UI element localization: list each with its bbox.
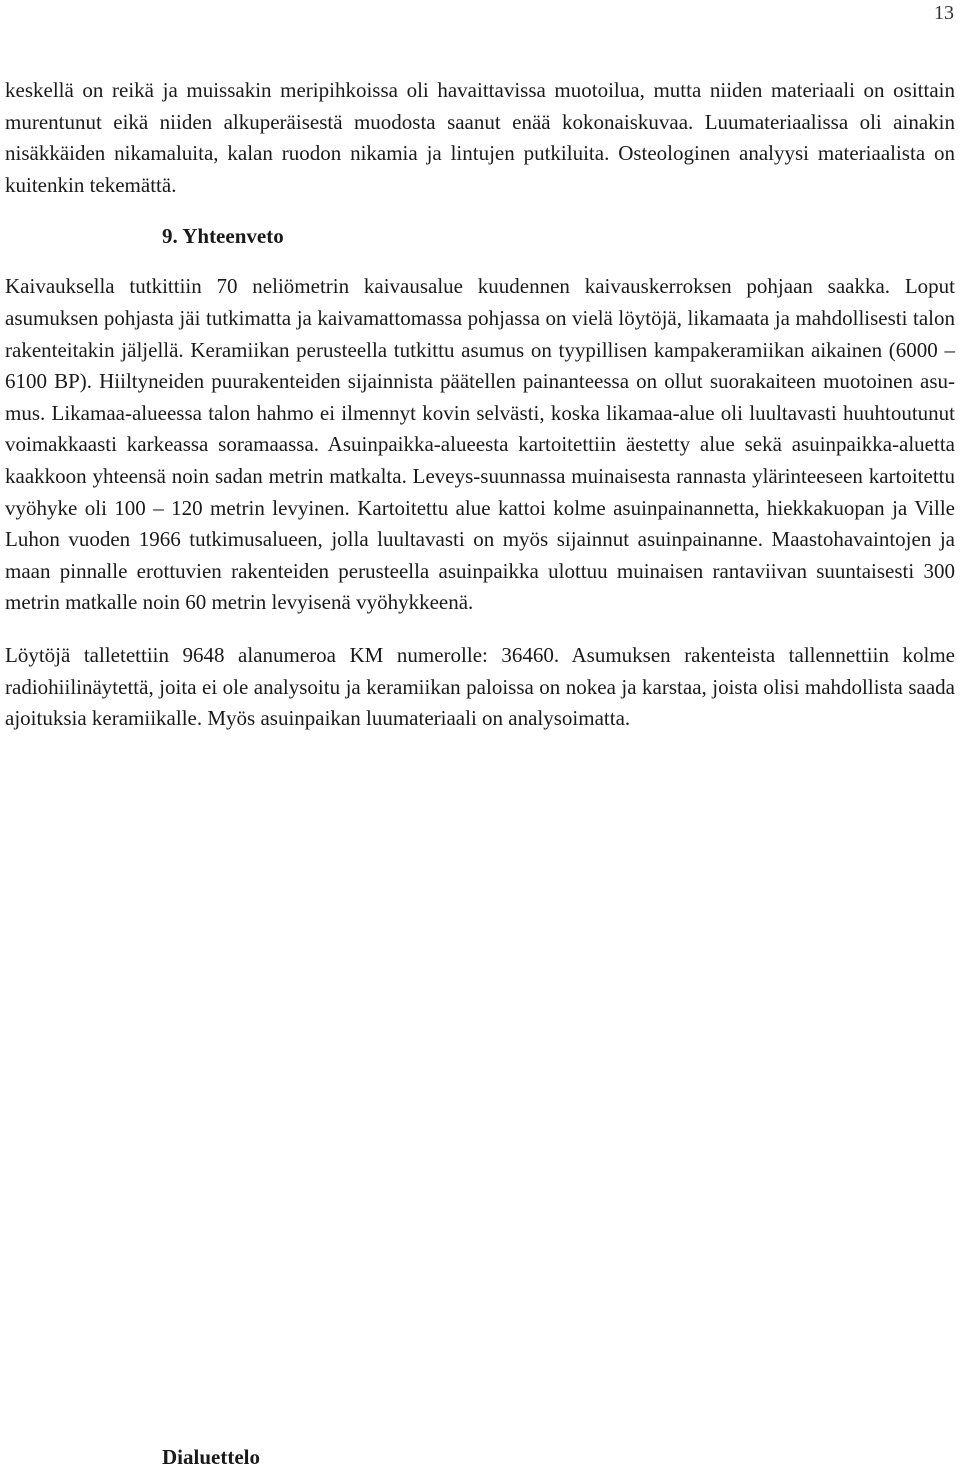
page-number: 13 xyxy=(934,2,954,24)
intro-paragraph: keskellä on reikä ja muissakin meripihkoissa oli havaittavissa muotoilua, mutta niiden materiaali on osittain murentunut eikä niiden alkuperäisestä muodosta saanut enää kokonaiskuvaa. Luumateriaalissa oli ainakin nisäkkäiden nikamaluita, kalan ruodon nikamia ja lintujen putkiluita. Osteologinen analyysi materiaalista on kuitenkin tekemättä. xyxy=(5,78,955,197)
summary-paragraph: Kaivauksella tutkittiin 70 neliömetrin kaivausalue kuudennen kaivauskerroksen pohjaan saakka. Loput asumuksen pohjasta jäi tutkimatta ja kaivamattomassa pohjassa on vielä löytöjä, likamaata ja mahdollisesti talon rakenteitakin jäljellä. Keramiikan perusteella tutkittu asumus on tyypillisen kampakeramiikan aikainen (6000 – 6100 BP). Hiiltyneiden puurakenteiden sijainnista päätellen painanteessa on ollut suorakaiteen muotoinen asumus. Likamaa-alueessa talon hahmo ei ilmennyt kovin selvästi, koska likamaa-alue oli luultavasti huuhtoutunut voimakkaasti karkeassa soramaassa. Asuinpaikka-alueesta kartoitettiin äestetty alue sekä asuinpaikka-aluetta kaakkoon yhteensä noin sadan metrin matkalta. Leveys-suunnassa muinaisesta rannasta ylärinteeseen kartoitettu vyöhyke oli 100 – 120 metrin levyinen. Kartoitettu alue kattoi kolme asuinpainannetta, hiekkakuopan ja Ville Luhon vuoden 1966 tutkimusalueen, jolla luultavasti on myös sijainnut asuinpainanne. Maastohavaintojen ja maan pinnalle erottuvien rakenteiden perusteella asuinpaikka ulottuu muinaisen rantaviivan suuntaisesti 300 metrin matkalle noin 60 metrin levyisenä vyöhykkeenä. xyxy=(5,274,955,615)
section-heading: 9. Yhteenveto xyxy=(162,224,284,249)
document-body xyxy=(5,75,955,735)
appendix-heading: Dialuettelo xyxy=(162,1445,260,1469)
finds-paragraph: Löytöjä talletettiin 9648 alanumeroa KM numerolle: 36460. Asumuksen rakenteista tallennettiin kolme radiohiilinäytettä, joita ei ole analysoitu ja keramiikan paloissa on nokea ja karstaa, joista olisi mahdollista saada ajoituksia keramiikalle. Myös asuinpaikan luumateriaali on analysoimatta. xyxy=(5,642,955,731)
paragraph-spacer xyxy=(5,619,955,640)
